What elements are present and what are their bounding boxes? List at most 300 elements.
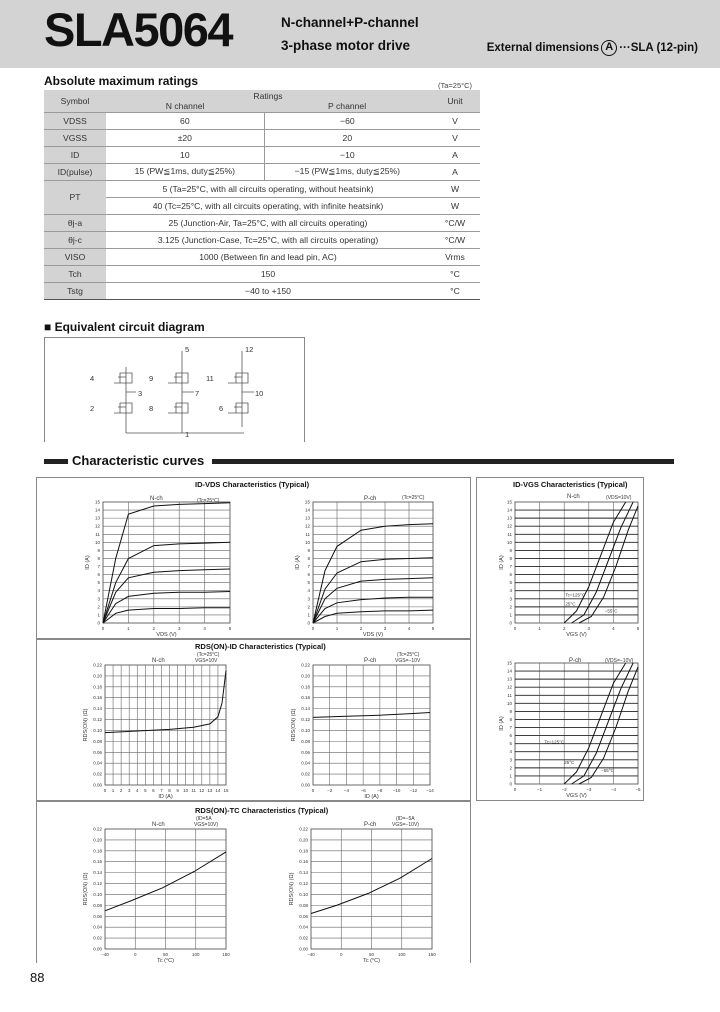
x-axis-label: ID (A) bbox=[364, 794, 379, 800]
x-tick-label: 9 bbox=[176, 788, 179, 793]
y-tick-label: 0.08 bbox=[301, 738, 310, 744]
series-label: −55°C bbox=[601, 767, 614, 773]
plot-frame bbox=[515, 502, 638, 623]
y-tick-label: 8 bbox=[307, 555, 310, 561]
y-tick-label: 0.06 bbox=[93, 749, 102, 755]
y-tick-label: 13 bbox=[506, 515, 512, 521]
y-tick-label: 10 bbox=[304, 539, 310, 545]
y-tick-label: 13 bbox=[304, 515, 310, 521]
y-tick-label: 0.12 bbox=[301, 717, 310, 723]
pin-label: 8 bbox=[149, 404, 154, 413]
x-tick-label: −10 bbox=[392, 788, 401, 793]
y-tick-label: 9 bbox=[97, 547, 100, 553]
series-line bbox=[313, 524, 433, 623]
y-tick-label: 0.08 bbox=[93, 738, 102, 744]
x-tick-label: 50 bbox=[368, 952, 375, 957]
x-tick-label: 4 bbox=[612, 626, 615, 631]
amr-cell-n: ±20 bbox=[106, 129, 264, 146]
y-tick-label: 0.00 bbox=[93, 782, 102, 788]
y-tick-label: 0.14 bbox=[93, 706, 102, 712]
y-tick-label: 12 bbox=[506, 523, 512, 529]
subtitle-channels: N-channel+P-channel bbox=[281, 15, 419, 30]
chart-condition: (Tc=25°C) bbox=[397, 652, 420, 658]
x-tick-label: 1 bbox=[538, 626, 541, 631]
y-tick-label: 0.10 bbox=[93, 727, 102, 733]
plot-frame bbox=[105, 665, 226, 785]
chart-tag: N-ch bbox=[567, 494, 580, 500]
series-line bbox=[313, 597, 433, 623]
amr-cell-rating: 5 (Ta=25°C, with all circuits operating, without heatsink) bbox=[106, 180, 430, 197]
y-tick-label: 7 bbox=[509, 564, 512, 570]
amr-cell-symbol: ID bbox=[44, 146, 106, 163]
cc-title: Characteristic curves bbox=[72, 453, 205, 468]
y-tick-label: 13 bbox=[94, 515, 100, 521]
y-tick-label: 1 bbox=[509, 612, 512, 618]
y-tick-label: 6 bbox=[509, 572, 512, 578]
chart-condition: (Tc=25°C) bbox=[197, 652, 220, 658]
x-tick-label: −1 bbox=[537, 787, 543, 792]
y-tick-label: 0.00 bbox=[301, 782, 310, 788]
y-tick-label: 0.02 bbox=[93, 771, 102, 777]
y-tick-label: 10 bbox=[506, 539, 512, 545]
y-tick-label: 3 bbox=[307, 596, 310, 602]
y-tick-label: 4 bbox=[307, 588, 310, 594]
x-tick-label: 1 bbox=[111, 788, 115, 793]
series-line bbox=[105, 671, 226, 733]
x-tick-label: 13 bbox=[207, 788, 213, 793]
amr-head-symbol: Symbol bbox=[44, 90, 106, 112]
amr-cell-symbol: Tch bbox=[44, 265, 106, 282]
y-tick-label: 6 bbox=[97, 572, 100, 578]
x-tick-label: 11 bbox=[191, 788, 197, 793]
x-tick-label: 0 bbox=[513, 626, 517, 631]
series-line bbox=[103, 503, 230, 623]
y-axis-label: RDS(ON) (Ω) bbox=[83, 872, 89, 906]
y-tick-label: 12 bbox=[304, 523, 310, 529]
y-tick-label: 14 bbox=[506, 507, 512, 513]
series-line bbox=[572, 502, 634, 623]
plot-frame bbox=[103, 502, 230, 623]
y-tick-label: 0.06 bbox=[301, 749, 310, 755]
y-tick-label: 15 bbox=[506, 660, 512, 666]
chart-condition: VGS=10V) bbox=[194, 822, 219, 828]
y-tick-label: 0.10 bbox=[301, 727, 310, 733]
x-tick-label: 14 bbox=[215, 788, 221, 793]
y-tick-label: 0.04 bbox=[93, 760, 102, 766]
x-axis-label: VGS (V) bbox=[566, 632, 587, 638]
y-tick-label: 15 bbox=[506, 499, 512, 505]
x-tick-label: −3 bbox=[586, 787, 592, 792]
y-tick-label: 3 bbox=[509, 757, 512, 763]
x-tick-label: 3 bbox=[177, 626, 181, 631]
x-tick-label: 6 bbox=[152, 788, 155, 793]
x-tick-label: −2 bbox=[327, 788, 333, 793]
y-tick-label: 0.14 bbox=[299, 870, 308, 876]
y-tick-label: 5 bbox=[97, 580, 100, 586]
amr-cell-symbol: θj-c bbox=[44, 231, 106, 248]
series-line bbox=[313, 610, 433, 623]
amr-cell-n: 15 (PW≦1ms, duty≦25%) bbox=[106, 163, 264, 180]
amr-cell-symbol: PT bbox=[44, 180, 106, 214]
chart-condition: VGS=−10V bbox=[395, 658, 421, 664]
series-line bbox=[313, 558, 433, 623]
y-tick-label: 0.16 bbox=[93, 695, 102, 701]
ext-dim-suffix: ···SLA (12-pin) bbox=[619, 42, 698, 54]
amr-cell-unit: °C/W bbox=[430, 231, 480, 248]
x-tick-label: 12 bbox=[199, 788, 205, 793]
y-tick-label: 0.22 bbox=[93, 826, 102, 832]
y-tick-label: 8 bbox=[509, 555, 512, 561]
chart-tag: N-ch bbox=[150, 496, 163, 502]
amr-cell-unit: W bbox=[430, 180, 480, 197]
chart-tag: P-ch bbox=[569, 658, 582, 664]
y-tick-label: 0.16 bbox=[299, 859, 308, 865]
y-tick-label: 0.06 bbox=[93, 913, 102, 919]
y-tick-label: 0.14 bbox=[301, 706, 310, 712]
series-line bbox=[572, 663, 634, 784]
y-tick-label: 2 bbox=[97, 604, 100, 610]
y-tick-label: 0.18 bbox=[299, 848, 308, 854]
y-tick-label: 0.10 bbox=[93, 891, 102, 897]
x-tick-label: 0 bbox=[311, 788, 315, 793]
chart-tag: N-ch bbox=[152, 658, 165, 664]
x-axis-label: VDS (V) bbox=[156, 632, 177, 638]
x-tick-label: −40 bbox=[101, 952, 109, 957]
y-tick-label: 4 bbox=[97, 588, 100, 594]
chart-condition: (VDS=−10V) bbox=[605, 658, 634, 664]
x-tick-label: 0 bbox=[513, 787, 517, 792]
y-tick-label: 0.14 bbox=[93, 870, 102, 876]
x-tick-label: 0 bbox=[339, 952, 343, 957]
x-axis-label: VDS (V) bbox=[362, 632, 384, 638]
y-tick-label: 11 bbox=[507, 531, 512, 537]
chart-condition: (Tc=25°C) bbox=[197, 498, 220, 504]
y-tick-label: 0.12 bbox=[93, 717, 102, 723]
y-axis-label: ID (A) bbox=[499, 716, 505, 731]
y-tick-label: 11 bbox=[507, 692, 512, 698]
y-tick-label: 14 bbox=[304, 507, 310, 513]
chart-condition: (VDS=10V) bbox=[606, 495, 632, 501]
series-label: −55°C bbox=[604, 608, 618, 614]
pin-label: 7 bbox=[195, 389, 200, 398]
series-label: 25°C bbox=[564, 759, 575, 765]
series-line bbox=[579, 667, 638, 784]
y-tick-label: 0.16 bbox=[93, 859, 102, 865]
y-tick-label: 0.02 bbox=[301, 771, 310, 777]
chart-tag: P-ch bbox=[364, 496, 377, 502]
x-tick-label: 3 bbox=[127, 788, 131, 793]
amr-head-unit: Unit bbox=[430, 90, 480, 112]
idvgs-title: ID-VGS Characteristics (Typical) bbox=[513, 480, 628, 489]
x-tick-label: 4 bbox=[136, 788, 139, 793]
y-tick-label: 2 bbox=[307, 604, 310, 610]
y-axis-label: RDS(ON) (Ω) bbox=[291, 708, 297, 742]
x-tick-label: 150 bbox=[222, 952, 230, 957]
x-axis-label: Tc (°C) bbox=[157, 958, 174, 964]
y-tick-label: 9 bbox=[509, 547, 512, 553]
y-tick-label: 6 bbox=[307, 572, 310, 578]
amr-cell-unit: A bbox=[430, 146, 480, 163]
amr-cell-rating: 1000 (Between fin and lead pin, AC) bbox=[106, 248, 430, 265]
series-line bbox=[564, 663, 626, 784]
y-axis-label: RDS(ON) (Ω) bbox=[83, 708, 89, 742]
ext-dim-circled-letter: A bbox=[601, 40, 617, 56]
x-tick-label: 15 bbox=[223, 788, 229, 793]
pin-label: 9 bbox=[149, 374, 154, 383]
page-number: 88 bbox=[30, 970, 45, 985]
rdstc-title: RDS(ON)-TC Characteristics (Typical) bbox=[195, 806, 329, 815]
amr-head-nch: N channel bbox=[106, 101, 264, 112]
y-tick-label: 15 bbox=[304, 499, 310, 505]
x-tick-label: −8 bbox=[377, 788, 383, 793]
amr-cell-p: 20 bbox=[264, 129, 430, 146]
y-tick-label: 8 bbox=[509, 716, 512, 722]
x-tick-label: 100 bbox=[397, 952, 406, 957]
y-tick-label: 14 bbox=[94, 507, 100, 513]
amr-cell-symbol: VDSS bbox=[44, 112, 106, 129]
y-tick-label: 8 bbox=[97, 555, 100, 561]
amr-cell-symbol: ID(pulse) bbox=[44, 163, 106, 180]
x-tick-label: 4 bbox=[407, 626, 411, 631]
x-tick-label: 10 bbox=[183, 788, 189, 793]
y-tick-label: 0.04 bbox=[301, 760, 310, 766]
chart-condition: (ID=5A bbox=[196, 816, 212, 822]
amr-cell-unit: °C bbox=[430, 282, 480, 299]
y-tick-label: 1 bbox=[97, 612, 100, 618]
pin-label: 1 bbox=[185, 430, 190, 439]
x-axis-label: ID (A) bbox=[158, 794, 173, 800]
amr-cell-symbol: θj-a bbox=[44, 214, 106, 231]
y-tick-label: 0.00 bbox=[299, 946, 308, 952]
y-tick-label: 9 bbox=[307, 547, 310, 553]
rdsid-title: RDS(ON)-ID Characteristics (Typical) bbox=[195, 642, 326, 651]
eq-title: ■ Equivalent circuit diagram bbox=[44, 320, 205, 334]
y-axis-label: RDS(ON) (Ω) bbox=[289, 872, 295, 906]
chart-condition: VGS=−10V) bbox=[392, 822, 419, 828]
x-tick-label: 100 bbox=[191, 952, 200, 957]
y-tick-label: 10 bbox=[506, 700, 512, 706]
y-tick-label: 7 bbox=[307, 564, 310, 570]
chart-tag: N-ch bbox=[152, 822, 165, 828]
x-tick-label: 0 bbox=[103, 788, 107, 793]
y-tick-label: 0.20 bbox=[93, 673, 102, 679]
series-label: Tc=125°C bbox=[565, 592, 586, 598]
amr-cell-unit: Vrms bbox=[430, 248, 480, 265]
pin-label: 5 bbox=[185, 345, 190, 354]
y-tick-label: 7 bbox=[97, 564, 100, 570]
x-tick-label: 1 bbox=[127, 626, 130, 631]
y-tick-label: 0.16 bbox=[301, 695, 310, 701]
x-tick-label: 5 bbox=[144, 788, 147, 793]
y-tick-label: 0.18 bbox=[93, 684, 102, 690]
amr-cell-rating: 25 (Junction-Air, Ta=25°C, with all circuits operating) bbox=[106, 214, 430, 231]
x-tick-label: 5 bbox=[228, 626, 232, 631]
amr-cell-symbol: VGSS bbox=[44, 129, 106, 146]
x-tick-label: 7 bbox=[160, 788, 163, 793]
y-tick-label: 0.20 bbox=[93, 837, 102, 843]
x-tick-label: 3 bbox=[383, 626, 387, 631]
y-tick-label: 0.04 bbox=[299, 924, 308, 930]
y-tick-label: 11 bbox=[305, 531, 310, 537]
y-tick-label: 0.12 bbox=[93, 881, 102, 887]
x-tick-label: −2 bbox=[561, 787, 567, 792]
x-tick-label: −14 bbox=[426, 788, 434, 793]
chart-condition: (Tc=25°C) bbox=[402, 495, 425, 501]
amr-cell-rating: 3.125 (Junction-Case, Tc=25°C, with all circuits operating) bbox=[106, 231, 430, 248]
x-tick-label: −12 bbox=[409, 788, 418, 793]
y-tick-label: 0.18 bbox=[301, 684, 310, 690]
y-tick-label: 0.20 bbox=[299, 837, 308, 843]
amr-head-pch: P channel bbox=[264, 101, 430, 112]
pin-label: 3 bbox=[138, 389, 143, 398]
x-tick-label: −4 bbox=[343, 788, 349, 793]
series-line bbox=[579, 506, 638, 623]
x-tick-label: −5 bbox=[635, 787, 641, 792]
y-tick-label: 0.20 bbox=[301, 673, 310, 679]
x-tick-label: 0 bbox=[133, 952, 137, 957]
pin-label: 4 bbox=[90, 374, 95, 383]
amr-cell-unit: °C/W bbox=[430, 214, 480, 231]
x-tick-label: 2 bbox=[119, 788, 123, 793]
x-tick-label: 1 bbox=[335, 626, 339, 631]
x-axis-label: VGS (V) bbox=[566, 793, 587, 799]
amr-cell-symbol: VISO bbox=[44, 248, 106, 265]
chart-condition: VGS=10V bbox=[195, 658, 218, 664]
y-tick-label: 0 bbox=[509, 620, 512, 626]
amr-cell-unit: °C bbox=[430, 265, 480, 282]
amr-cell-p: −10 bbox=[264, 146, 430, 163]
amr-cell-p: −60 bbox=[264, 112, 430, 129]
y-tick-label: 12 bbox=[94, 523, 100, 529]
y-tick-label: 1 bbox=[307, 612, 310, 618]
y-tick-label: 0.12 bbox=[299, 881, 308, 887]
y-tick-label: 5 bbox=[307, 580, 310, 586]
y-tick-label: 0 bbox=[97, 620, 100, 626]
x-tick-label: 3 bbox=[587, 626, 591, 631]
amr-cell-n: 60 bbox=[106, 112, 264, 129]
series-label: 25°C bbox=[565, 601, 576, 607]
x-tick-label: −40 bbox=[307, 952, 315, 957]
ext-dim-prefix: External dimensions bbox=[486, 42, 600, 54]
subtitle-application: 3-phase motor drive bbox=[281, 38, 411, 53]
x-tick-label: 0 bbox=[311, 626, 315, 631]
y-tick-label: 10 bbox=[94, 539, 100, 545]
y-tick-label: 0.18 bbox=[93, 848, 102, 854]
x-tick-label: 150 bbox=[428, 952, 436, 957]
y-tick-label: 0.02 bbox=[93, 935, 102, 941]
x-tick-label: 4 bbox=[203, 626, 206, 631]
amr-head-ratings: Ratings bbox=[106, 90, 430, 101]
series-line bbox=[103, 608, 230, 623]
y-tick-label: 13 bbox=[506, 676, 512, 682]
series-line bbox=[313, 713, 430, 718]
y-tick-label: 0.00 bbox=[93, 946, 102, 952]
x-tick-label: 5 bbox=[431, 626, 435, 631]
amr-cell-unit: W bbox=[430, 197, 480, 214]
x-tick-label: 8 bbox=[168, 788, 171, 793]
y-tick-label: 3 bbox=[97, 596, 100, 602]
idvds-title: ID-VDS Characteristics (Typical) bbox=[195, 480, 310, 489]
x-axis-label: Tc (°C) bbox=[363, 958, 380, 964]
amr-cell-rating: 150 bbox=[106, 265, 430, 282]
y-tick-label: 0.06 bbox=[299, 913, 308, 919]
y-axis-label: ID (A) bbox=[295, 555, 301, 570]
amr-cell-unit: A bbox=[430, 163, 480, 180]
amr-cell-n: 10 bbox=[106, 146, 264, 163]
y-tick-label: 0 bbox=[509, 781, 512, 787]
amr-ta-note: (Ta=25°C) bbox=[438, 81, 473, 90]
pin-label: 11 bbox=[206, 374, 214, 383]
plot-frame bbox=[313, 665, 430, 785]
x-tick-label: 2 bbox=[359, 626, 363, 631]
amr-cell-unit: V bbox=[430, 112, 480, 129]
amr-title: Absolute maximum ratings bbox=[44, 74, 199, 88]
y-tick-label: 7 bbox=[509, 725, 512, 731]
series-label: Tc=125°C bbox=[544, 739, 565, 745]
y-tick-label: 4 bbox=[509, 749, 512, 755]
part-number: SLA5064 bbox=[44, 3, 233, 56]
y-tick-label: 0.02 bbox=[299, 935, 308, 941]
y-tick-label: 15 bbox=[94, 499, 100, 505]
y-tick-label: 0.22 bbox=[301, 662, 310, 668]
y-axis-label: ID (A) bbox=[499, 555, 505, 570]
x-tick-label: 2 bbox=[152, 626, 156, 631]
series-line bbox=[313, 578, 433, 623]
y-tick-label: 0.10 bbox=[299, 891, 308, 897]
x-tick-label: −4 bbox=[610, 787, 616, 792]
pin-label: 10 bbox=[255, 389, 264, 398]
y-tick-label: 2 bbox=[509, 604, 512, 610]
y-tick-label: 14 bbox=[506, 668, 512, 674]
x-tick-label: 5 bbox=[636, 626, 640, 631]
x-tick-label: −6 bbox=[360, 788, 366, 793]
y-tick-label: 0.04 bbox=[93, 924, 102, 930]
y-tick-label: 12 bbox=[506, 684, 512, 690]
y-tick-label: 3 bbox=[509, 596, 512, 602]
amr-cell-rating: −40 to +150 bbox=[106, 282, 430, 299]
pin-label: 12 bbox=[245, 345, 254, 354]
x-tick-label: 50 bbox=[162, 952, 169, 957]
y-tick-label: 0.22 bbox=[93, 662, 102, 668]
chart-tag: P-ch bbox=[364, 658, 377, 664]
y-tick-label: 0.08 bbox=[93, 902, 102, 908]
chart-condition: (ID=−5A bbox=[396, 816, 415, 822]
amr-cell-unit: V bbox=[430, 129, 480, 146]
y-tick-label: 4 bbox=[509, 588, 512, 594]
y-tick-label: 0.22 bbox=[299, 826, 308, 832]
plot-frame bbox=[515, 663, 638, 784]
amr-cell-rating: 40 (Tc=25°C, with all circuits operating, with infinite heatsink) bbox=[106, 197, 430, 214]
y-axis-label: ID (A) bbox=[85, 555, 91, 570]
x-tick-label: 2 bbox=[562, 626, 566, 631]
y-tick-label: 9 bbox=[509, 708, 512, 714]
pin-label: 6 bbox=[219, 404, 224, 413]
chart-tag: P-ch bbox=[364, 822, 377, 828]
y-tick-label: 2 bbox=[509, 765, 512, 771]
y-tick-label: 0.08 bbox=[299, 902, 308, 908]
amr-cell-symbol: Tstg bbox=[44, 282, 106, 299]
y-tick-label: 0 bbox=[307, 620, 310, 626]
amr-cell-p: −15 (PW≦1ms, duty≦25%) bbox=[264, 163, 430, 180]
y-tick-label: 5 bbox=[509, 580, 512, 586]
pin-label: 2 bbox=[90, 404, 95, 413]
y-tick-label: 6 bbox=[509, 733, 512, 739]
y-tick-label: 5 bbox=[509, 741, 512, 747]
plot-frame bbox=[313, 502, 433, 623]
y-tick-label: 1 bbox=[509, 773, 512, 779]
y-tick-label: 11 bbox=[95, 531, 100, 537]
x-tick-label: 0 bbox=[101, 626, 105, 631]
